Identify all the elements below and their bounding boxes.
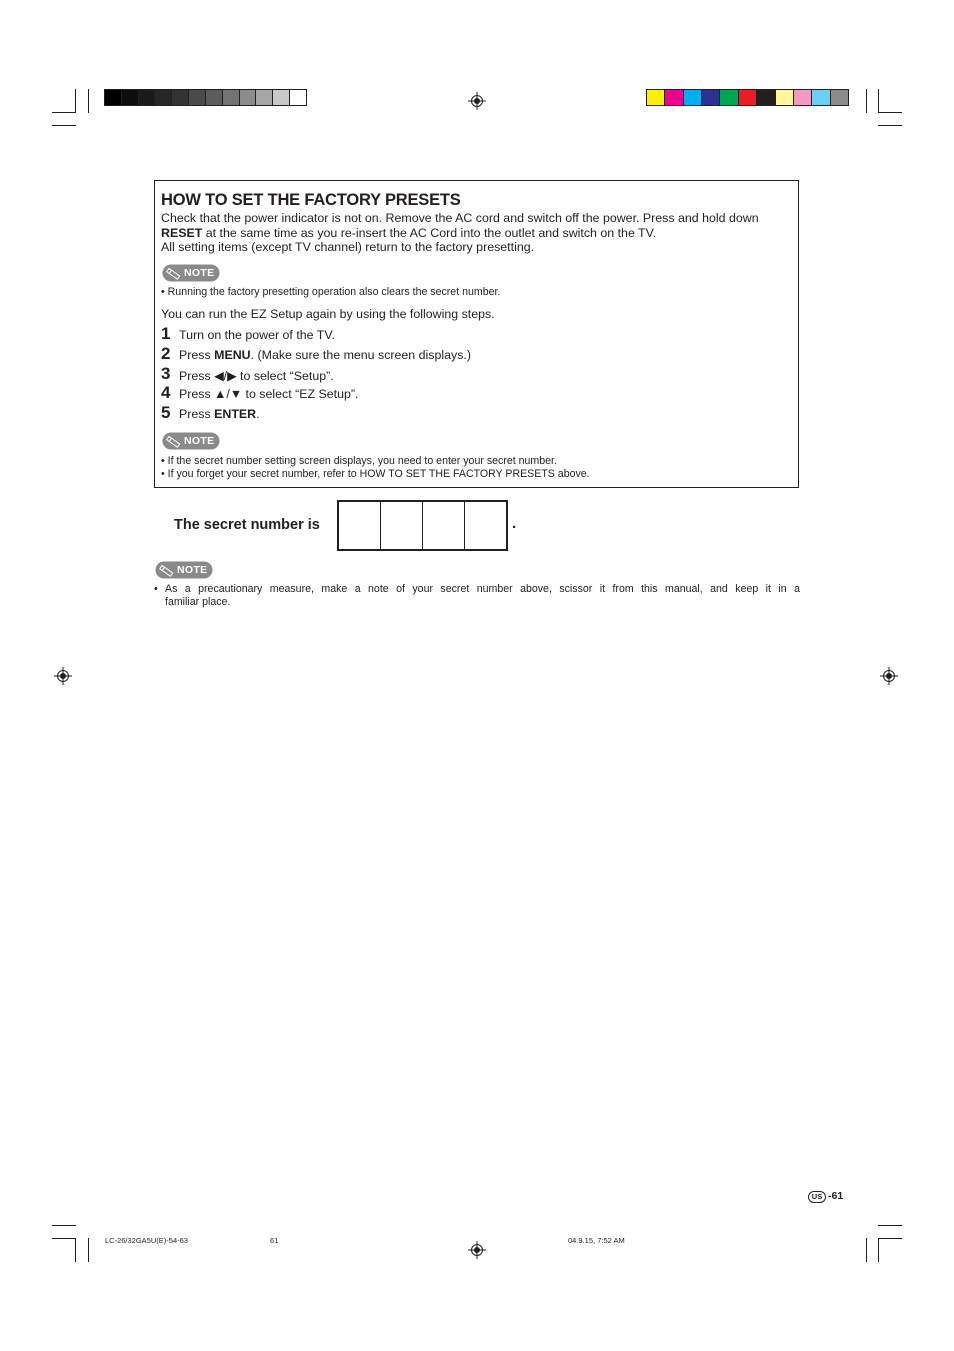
color-swatch [647,90,665,105]
color-swatch [812,90,830,105]
color-swatch [665,90,683,105]
color-swatch [702,90,720,105]
region-badge: US [808,1191,826,1203]
intro-line-2 [161,226,656,241]
registration-mark-icon [468,92,486,110]
color-swatch [757,90,775,105]
color-swatch [290,90,306,105]
step-number: 2 [161,344,171,363]
color-swatch [223,90,240,105]
color-swatch [139,90,156,105]
secret-digit-box [381,502,423,549]
step-number: 4 [161,383,171,402]
note-2-item: • If you forget your secret number, refer to HOW TO SET THE FACTORY PRESETS above. [161,468,590,480]
run-again-text: You can run the EZ Setup again by using the following steps. [161,307,495,321]
step-number: 1 [161,324,171,343]
process-color-bar [646,89,849,106]
intro-line-2-text: at the same time as you re-insert the AC Cord into the outlet and switch on the TV. [202,226,657,240]
color-swatch [240,90,257,105]
step-text: Press MENU. (Make sure the menu screen displays.) [179,348,471,362]
bottom-note-line-1: As a precautionary measure, make a note of your secret number above, scissor it from this manual, and keep it in a [165,583,800,595]
secret-digit-box [465,502,506,549]
footer-timestamp: 04.9.15, 7:52 AM [568,1236,625,1245]
step-text: Press ◀/▶ to select “Setup”. [179,369,334,383]
grayscale-color-bar [104,89,307,106]
color-swatch [776,90,794,105]
note-label: NOTE [177,564,208,576]
secret-digit-box [423,502,465,549]
color-swatch [189,90,206,105]
color-swatch [155,90,172,105]
color-swatch [105,90,122,105]
secret-digit-box [339,502,381,549]
footer-page: 61 [270,1236,279,1245]
section-title: HOW TO SET THE FACTORY PRESETS [161,191,461,209]
registration-mark-icon [54,667,72,685]
color-swatch [273,90,290,105]
intro-line-1: Check that the power indicator is not on. Remove the AC cord and switch off the power. Press and hold down [161,211,759,225]
note-label: NOTE [184,267,215,279]
note-badge [155,561,213,579]
registration-mark-icon [468,1241,486,1259]
note-badge [162,264,220,282]
reset-keyword: RESET [161,226,203,240]
registration-mark-icon [880,667,898,685]
footer-file-name: LC-26/32GA5U(E)-54-63 [105,1236,188,1245]
secret-number-label: The secret number is [174,517,320,533]
color-swatch [720,90,738,105]
note-1-item: • Running the factory presetting operation also clears the secret number. [161,286,501,298]
bottom-note-line-2: familiar place. [165,596,231,608]
note-label: NOTE [184,435,215,447]
color-swatch [794,90,812,105]
step-number: 5 [161,403,171,422]
step-number: 3 [161,364,171,383]
color-swatch [256,90,273,105]
color-swatch [739,90,757,105]
step-text: Press ENTER. [179,407,260,421]
note-2-item: • If the secret number setting screen displays, you need to enter your secret number. [161,455,557,467]
intro-line-3: All setting items (except TV channel) return to the factory presetting. [161,240,535,254]
page-number: -61 [828,1190,844,1202]
note-badge [162,432,220,450]
color-swatch [684,90,702,105]
secret-period: . [512,515,517,532]
color-swatch [122,90,139,105]
step-text: Press ▲/▼ to select “EZ Setup”. [179,387,359,401]
color-swatch [206,90,223,105]
step-text: Turn on the power of the TV. [179,328,335,342]
bottom-note-bullet: • [154,583,158,595]
color-swatch [831,90,848,105]
secret-number-boxes [337,500,508,551]
color-swatch [172,90,189,105]
